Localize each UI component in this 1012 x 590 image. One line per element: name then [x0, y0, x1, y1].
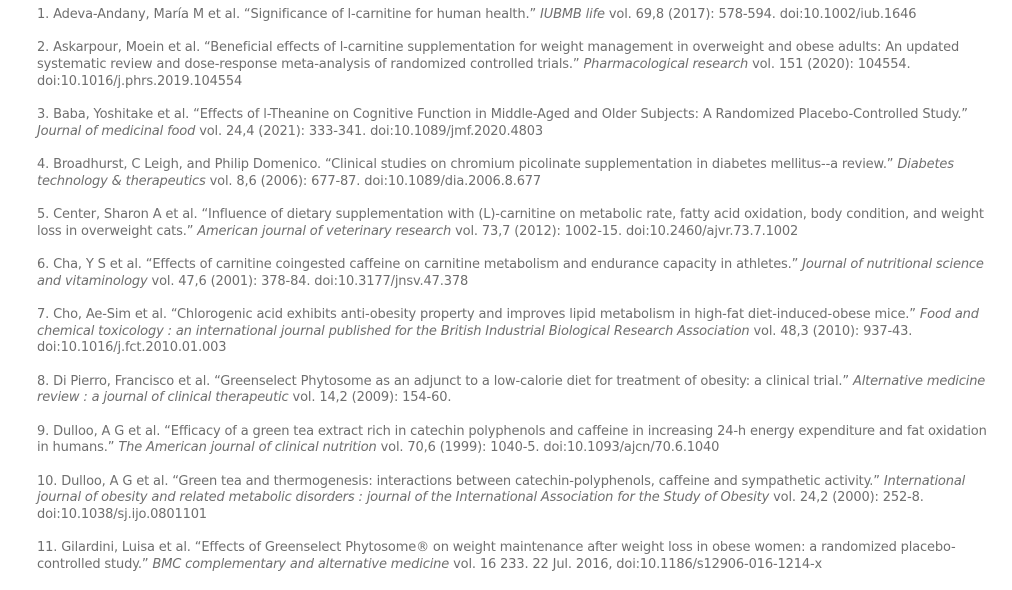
reference-journal: Journal of medicinal food — [37, 123, 196, 139]
reference-citation: 3. Baba, Yoshitake et al. “Effects of l-Theanine on Cognitive Function in Middle-Aged and Older Subjects: A Randomized Placebo-Controlled Study.” — [37, 107, 968, 122]
reference-citation: 5. Center, Sharon A et al. “Influence of dietary supplementation with (L)-carnitine on metabolic rate, fatty acid oxidation, body condition, and weight loss in overweight cats.” — [37, 207, 984, 239]
reference-details: vol. 24,2 (2000): 252-8. doi:10.1038/sj.ijo.0801101 — [37, 490, 924, 523]
reference-citation: 1. Adeva-Andany, María M et al. “Significance of l-carnitine for human health.” — [37, 7, 541, 22]
reference-item — [37, 540, 999, 573]
reference-journal: IUBMB life — [540, 7, 605, 22]
reference-journal: Journal of nutritional science and vitaminology — [37, 257, 984, 289]
reference-item — [37, 307, 999, 357]
reference-journal: Alternative medicine review : a journal of clinical therapeutic — [37, 373, 986, 406]
reference-citation: 2. Askarpour, Moein et al. “Beneficial effects of l-carnitine supplementation for weight management in overweight and obese adults: An updated systematic review and dose-response meta-analysis of randomized controlled trials.” — [37, 40, 960, 72]
reference-journal: International journal of obesity and related metabolic disorders : journal of the International Association for the Study of Obesity — [37, 473, 966, 506]
reference-citation: 11. Gilardini, Luisa et al. “Effects of Greenselect Phytosome® on weight maintenance after weight loss in obese women: a randomized placebo-controlled study.” — [37, 540, 956, 573]
reference-details: vol. 14,2 (2009): 154-60. — [288, 390, 452, 406]
reference-journal: Pharmacological research — [583, 57, 749, 72]
reference-details: vol. 73,7 (2012): 1002-15. doi:10.2460/ajvr.73.7.1002 — [451, 223, 799, 239]
reference-details: vol. 47,6 (2001): 378-84. doi:10.3177/jnsv.47.378 — [147, 273, 469, 289]
reference-citation: 6. Cha, Y S et al. “Effects of carnitine coingested caffeine on carnitine metabolism and endurance capacity in athletes.” — [37, 257, 803, 272]
reference-item — [37, 424, 999, 457]
reference-details: vol. 24,4 (2021): 333-341. doi:10.1089/jmf.2020.4803 — [195, 123, 543, 139]
reference-journal: The American journal of clinical nutrition — [118, 440, 377, 456]
reference-details: vol. 151 (2020): 104554. doi:10.1016/j.phrs.2019.104554 — [37, 57, 911, 89]
reference-item — [37, 107, 999, 140]
reference-citation: 9. Dulloo, A G et al. “Efficacy of a green tea extract rich in catechin polyphenols and caffeine in increasing 24-h energy expenditure and fat oxidation in humans.” — [37, 423, 987, 456]
reference-item — [37, 474, 999, 524]
reference-journal: American journal of veterinary research — [197, 223, 452, 239]
reference-item — [37, 207, 999, 240]
reference-citation: 7. Cho, Ae-Sim et al. “Chlorogenic acid exhibits anti-obesity property and improves lipid metabolism in high-fat diet-induced-obese mice.” — [37, 307, 920, 322]
reference-list — [37, 7, 999, 590]
reference-citation: 8. Di Pierro, Francisco et al. “Greenselect Phytosome as an adjunct to a low-calorie diet for treatment of obesity: a clinical trial.” — [37, 373, 853, 389]
reference-details: vol. 8,6 (2006): 677-87. doi:10.1089/dia.2006.8.677 — [205, 173, 542, 189]
reference-item — [37, 374, 999, 407]
reference-details: vol. 48,3 (2010): 937-43. doi:10.1016/j.fct.2010.01.003 — [37, 323, 913, 356]
reference-journal: Diabetes technology & therapeutics — [37, 157, 954, 189]
reference-item — [37, 257, 999, 290]
reference-details: vol. 69,8 (2017): 578-594. doi:10.1002/iub.1646 — [604, 7, 917, 22]
reference-item — [37, 40, 999, 90]
reference-details: vol. 70,6 (1999): 1040-5. doi:10.1093/ajcn/70.6.1040 — [376, 440, 720, 456]
reference-details: vol. 16 233. 22 Jul. 2016, doi:10.1186/s12906-016-1214-x — [449, 557, 823, 573]
reference-journal: BMC complementary and alternative medicine — [152, 557, 450, 573]
reference-journal: Food and chemical toxicology : an international journal published for the British Industrial Biological Research Association — [37, 307, 979, 339]
reference-item — [37, 7, 999, 24]
reference-item — [37, 157, 999, 190]
reference-citation: 10. Dulloo, A G et al. “Green tea and thermogenesis: interactions between catechin-polyphenols, caffeine and sympathetic activity.” — [37, 473, 884, 489]
reference-citation: 4. Broadhurst, C Leigh, and Philip Domenico. “Clinical studies on chromium picolinate supplementation in diabetes mellitus--a review.” — [37, 157, 898, 172]
